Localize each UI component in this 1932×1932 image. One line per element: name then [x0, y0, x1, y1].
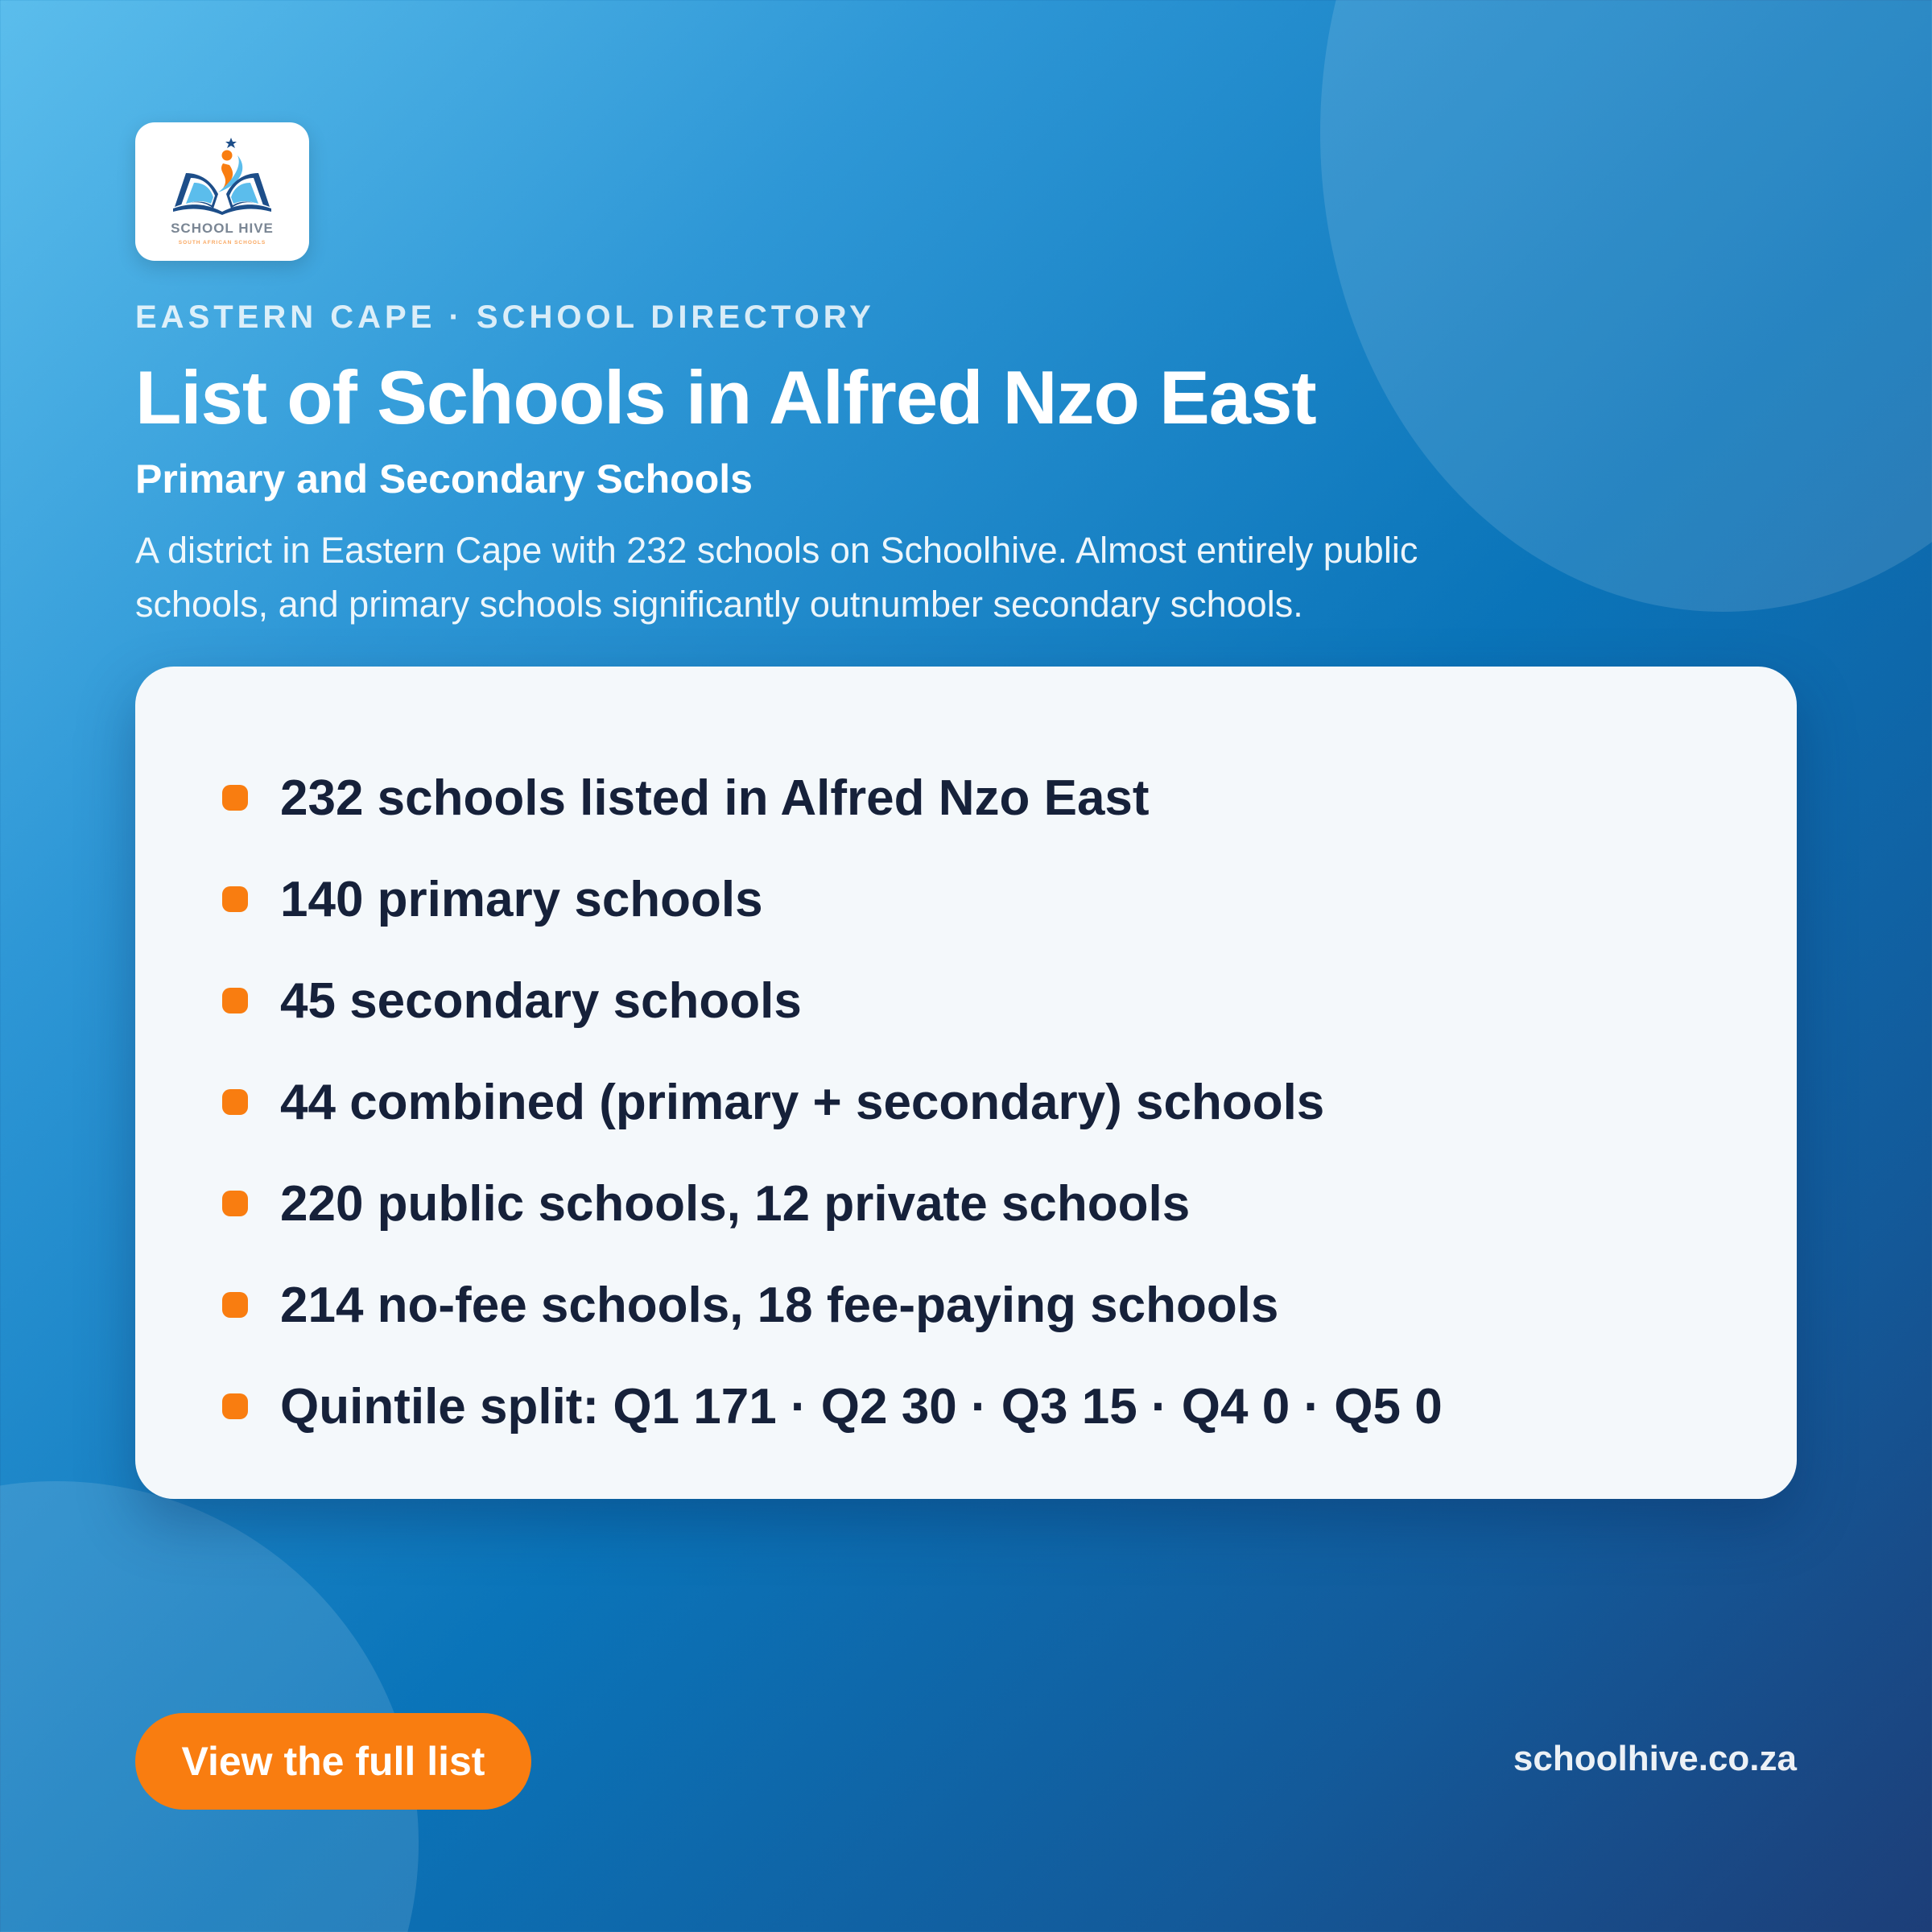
- fact-item: [222, 1153, 1443, 1254]
- bullet-icon: [222, 988, 248, 1013]
- fact-item: [222, 848, 1443, 950]
- bullet-icon: [222, 1089, 248, 1115]
- fact-item: [222, 1254, 1443, 1356]
- bullet-icon: [222, 1292, 248, 1318]
- decorative-circle-bottom-left: [0, 1481, 419, 1932]
- site-link[interactable]: schoolhive.co.za: [1513, 1739, 1797, 1778]
- fact-text: 220 public schools, 12 private schools: [280, 1175, 1191, 1232]
- facts-list: [222, 747, 1443, 1457]
- fact-item: [222, 950, 1443, 1051]
- decorative-circle-top-right: [1320, 0, 1932, 612]
- bullet-icon: [222, 1393, 248, 1419]
- fact-item: [222, 1051, 1443, 1153]
- logo-name: SCHOOL HIVE: [171, 221, 274, 236]
- fact-item: [222, 1356, 1443, 1457]
- facts-card: [135, 667, 1797, 1499]
- page-subtitle: Primary and Secondary Schools: [135, 456, 753, 502]
- logo: [135, 122, 309, 261]
- fact-text: 140 primary schools: [280, 871, 763, 927]
- fact-text: 232 schools listed in Alfred Nzo East: [280, 770, 1150, 826]
- fact-text: 214 no-fee schools, 18 fee-paying schools: [280, 1277, 1279, 1333]
- kicker: EASTERN CAPE · SCHOOL DIRECTORY: [135, 299, 875, 335]
- page-description: A district in Eastern Cape with 232 schools on Schoolhive. Almost entirely public schools, and primary schools significantly outnumber secondary schools.: [135, 530, 1418, 625]
- logo-tagline: SOUTH AFRICAN SCHOOLS: [178, 240, 266, 246]
- fact-text: 45 secondary schools: [280, 972, 802, 1029]
- page-title: List of Schools in Alfred Nzo East: [135, 355, 1316, 440]
- bullet-icon: [222, 1191, 248, 1216]
- bullet-icon: [222, 785, 248, 811]
- fact-text: 44 combined (primary + secondary) schools: [280, 1074, 1325, 1130]
- view-full-list-button[interactable]: View the full list: [135, 1713, 531, 1810]
- bullet-icon: [222, 886, 248, 912]
- fact-text: Quintile split: Q1 171 · Q2 30 · Q3 15 · Q4 0 · Q5 0: [280, 1378, 1443, 1435]
- open-book-logo-icon: [154, 131, 291, 252]
- fact-item: [222, 747, 1443, 848]
